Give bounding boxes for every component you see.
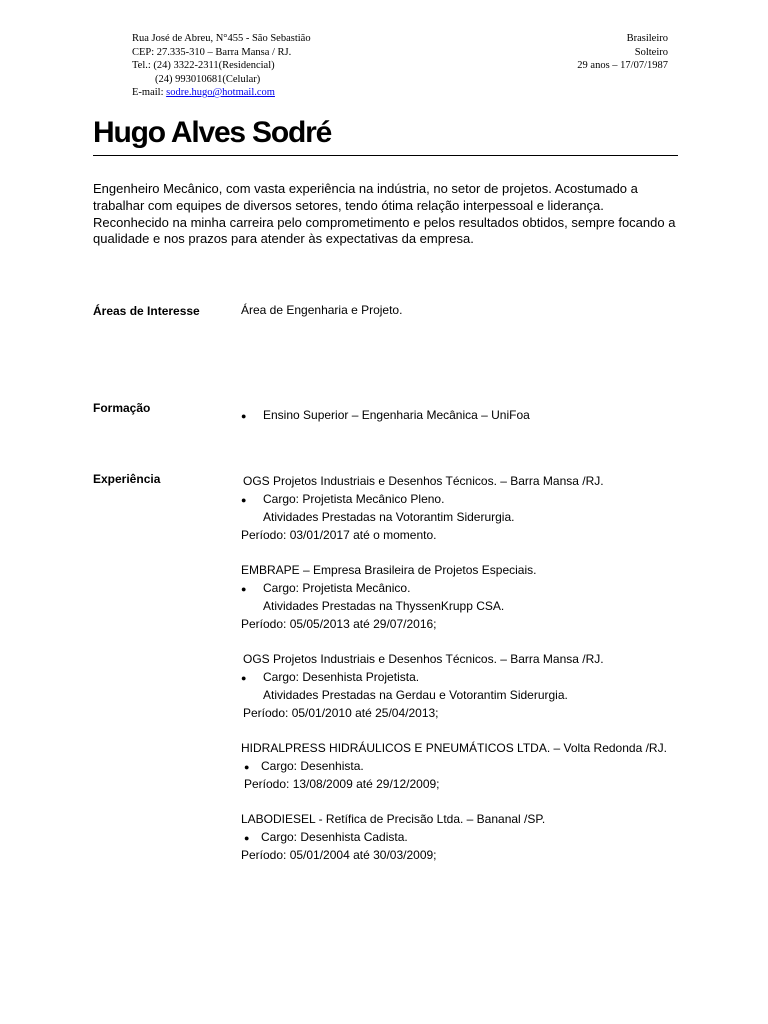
- bullet-icon: ●: [244, 832, 250, 843]
- job-entry: [241, 473, 604, 545]
- job-role-text: Cargo: Projetista Mecânico.: [263, 580, 411, 595]
- job-company: HIDRALPRESS HIDRÁULICOS E PNEUMÁTICOS LTDA. – Volta Redonda /RJ.: [241, 741, 667, 755]
- title-divider: [93, 155, 678, 156]
- email-line: [132, 86, 311, 100]
- job-role-text: Cargo: Desenhista.: [261, 758, 364, 773]
- job-role-text: Cargo: Projetista Mecânico Pleno.: [263, 491, 445, 506]
- address: Rua José de Abreu, N°455 - São Sebastião: [132, 33, 311, 44]
- summary-line: trabalhar com equipes de diversos setores, tendo ótima relação interpessoal e liderança.: [93, 197, 604, 213]
- bullet-icon: ●: [241, 494, 247, 505]
- contact-block: [132, 32, 311, 100]
- job-period: Período: 05/01/2010 até 25/04/2013;: [243, 706, 439, 721]
- bullet-icon: ●: [241, 411, 247, 421]
- phone-cell: (24) 993010681(Celular): [155, 73, 261, 85]
- job-entry: [241, 562, 536, 634]
- email-link[interactable]: sodre.hugo@hotmail.com: [166, 87, 275, 98]
- bullet-icon: ●: [241, 672, 247, 683]
- job-company: EMBRAPE – Empresa Brasileira de Projetos Especiais.: [241, 563, 537, 577]
- job-role: [241, 580, 536, 599]
- interests-text: Área de Engenharia e Projeto.: [241, 303, 403, 317]
- marital-status: Solteiro: [634, 46, 668, 58]
- job-period: Período: 13/08/2009 até 29/12/2009;: [244, 777, 440, 792]
- job-activity: Atividades Prestadas na Gerdau e Votorantim Siderurgia.: [263, 688, 568, 703]
- summary: [93, 181, 693, 248]
- job-role: [241, 669, 604, 688]
- email-label: E-mail:: [132, 87, 167, 98]
- summary-line: Engenheiro Mecânico, com vasta experiência na indústria, no setor de projetos. Acostumado a: [93, 181, 638, 196]
- education-title: Formação: [93, 401, 151, 415]
- age-birthdate: 29 anos – 17/07/1987: [577, 60, 668, 71]
- job-entry: [241, 811, 545, 865]
- summary-line: Reconhecido na minha carreira pelo comprometimento e pelos resultados obtidos, sempre focando a: [93, 214, 676, 230]
- job-period: Período: 05/05/2013 até 29/07/2016;: [241, 617, 437, 632]
- job-company: OGS Projetos Industriais e Desenhos Técnicos. – Barra Mansa /RJ.: [243, 652, 604, 666]
- job-entry: [241, 740, 667, 794]
- job-role-text: Cargo: Desenhista Cadista.: [261, 829, 408, 844]
- experience-title: Experiência: [93, 472, 161, 486]
- phone-residential: Tel.: (24) 3322-2311(Residencial): [132, 60, 275, 71]
- job-role-text: Cargo: Desenhista Projetista.: [263, 669, 420, 684]
- job-role: [241, 829, 545, 848]
- education-item: [241, 407, 530, 426]
- job-period: Período: 03/01/2017 até o momento.: [241, 528, 437, 543]
- bullet-icon: ●: [241, 583, 247, 594]
- job-period: Período: 05/01/2004 até 30/03/2009;: [241, 848, 437, 863]
- bullet-icon: ●: [244, 761, 250, 772]
- personal-block: [577, 32, 668, 73]
- job-company: LABODIESEL - Retífica de Precisão Ltda. – Bananal /SP.: [241, 812, 546, 826]
- job-activity: Atividades Prestadas na Votorantim Siderurgia.: [263, 510, 515, 525]
- job-role: [241, 491, 604, 510]
- cep: CEP: 27.335-310 – Barra Mansa / RJ.: [132, 46, 292, 58]
- job-role: [241, 758, 667, 777]
- summary-line: qualidade e nos prazos para atender às expectativas da empresa.: [93, 231, 474, 247]
- job-company: OGS Projetos Industriais e Desenhos Técnicos. – Barra Mansa /RJ.: [243, 474, 604, 488]
- nationality: Brasileiro: [626, 33, 668, 44]
- job-activity: Atividades Prestadas na ThyssenKrupp CSA.: [263, 599, 505, 614]
- education-text: Ensino Superior – Engenharia Mecânica – UniFoa: [263, 408, 530, 422]
- candidate-name: Hugo Alves Sodré: [93, 116, 332, 149]
- job-entry: [241, 651, 604, 723]
- interests-title: Áreas de Interesse: [93, 304, 200, 318]
